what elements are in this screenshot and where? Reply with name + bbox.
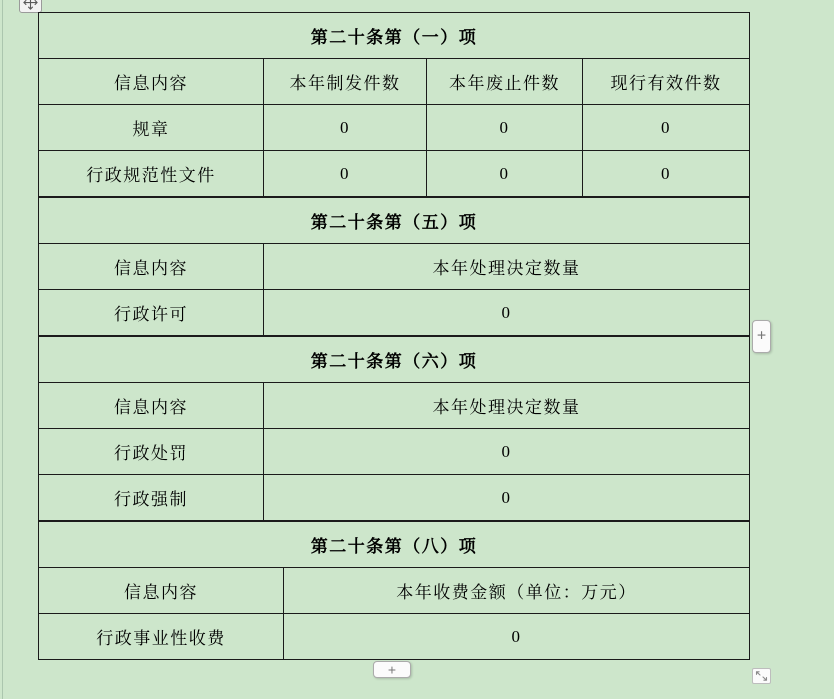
value-cell[interactable]: 0 bbox=[264, 290, 750, 336]
value-cell[interactable]: 0 bbox=[583, 151, 750, 197]
resize-icon bbox=[754, 670, 769, 682]
value-cell[interactable]: 0 bbox=[264, 151, 427, 197]
section-title[interactable]: 第二十条第（五）项 bbox=[39, 198, 750, 244]
value-cell[interactable]: 0 bbox=[264, 105, 427, 151]
value-cell[interactable]: 0 bbox=[264, 429, 750, 475]
annual-report-tables bbox=[38, 12, 749, 660]
column-header-cell[interactable]: 本年废止件数 bbox=[427, 59, 583, 105]
section-title[interactable]: 第二十条第（八）项 bbox=[39, 522, 750, 568]
row-label-cell[interactable]: 行政规范性文件 bbox=[39, 151, 264, 197]
column-header-cell[interactable]: 现行有效件数 bbox=[583, 59, 750, 105]
value-cell[interactable]: 0 bbox=[264, 475, 750, 521]
column-header-cell[interactable]: 本年收费金额（单位：万元） bbox=[284, 568, 750, 614]
section-title[interactable]: 第二十条第（六）项 bbox=[39, 337, 750, 383]
row-label-cell[interactable]: 行政事业性收费 bbox=[39, 614, 284, 660]
section-title[interactable]: 第二十条第（一）项 bbox=[39, 13, 750, 59]
add-row-button[interactable] bbox=[373, 661, 411, 678]
plus-icon: + bbox=[387, 661, 397, 677]
section-table-item8 bbox=[38, 521, 750, 660]
column-header-cell[interactable]: 信息内容 bbox=[39, 244, 264, 290]
section-table-item6 bbox=[38, 336, 750, 521]
row-label-cell[interactable]: 行政许可 bbox=[39, 290, 264, 336]
row-label-cell[interactable]: 行政强制 bbox=[39, 475, 264, 521]
section-table-item1 bbox=[38, 12, 750, 197]
page-margin-line bbox=[2, 0, 3, 699]
row-label-cell[interactable]: 规章 bbox=[39, 105, 264, 151]
plus-icon: + bbox=[756, 327, 767, 344]
column-header-cell[interactable]: 本年处理决定数量 bbox=[264, 383, 750, 429]
add-column-button[interactable] bbox=[752, 320, 771, 353]
column-header-cell[interactable]: 信息内容 bbox=[39, 383, 264, 429]
move-icon bbox=[23, 0, 38, 10]
row-label-cell[interactable]: 行政处罚 bbox=[39, 429, 264, 475]
section-table-item5 bbox=[38, 197, 750, 336]
column-header-cell[interactable]: 本年制发件数 bbox=[264, 59, 427, 105]
table-resize-handle[interactable] bbox=[752, 668, 771, 684]
column-header-cell[interactable]: 信息内容 bbox=[39, 59, 264, 105]
value-cell[interactable]: 0 bbox=[427, 105, 583, 151]
column-header-cell[interactable]: 本年处理决定数量 bbox=[264, 244, 750, 290]
value-cell[interactable]: 0 bbox=[583, 105, 750, 151]
column-header-cell[interactable]: 信息内容 bbox=[39, 568, 284, 614]
value-cell[interactable]: 0 bbox=[284, 614, 750, 660]
value-cell[interactable]: 0 bbox=[427, 151, 583, 197]
